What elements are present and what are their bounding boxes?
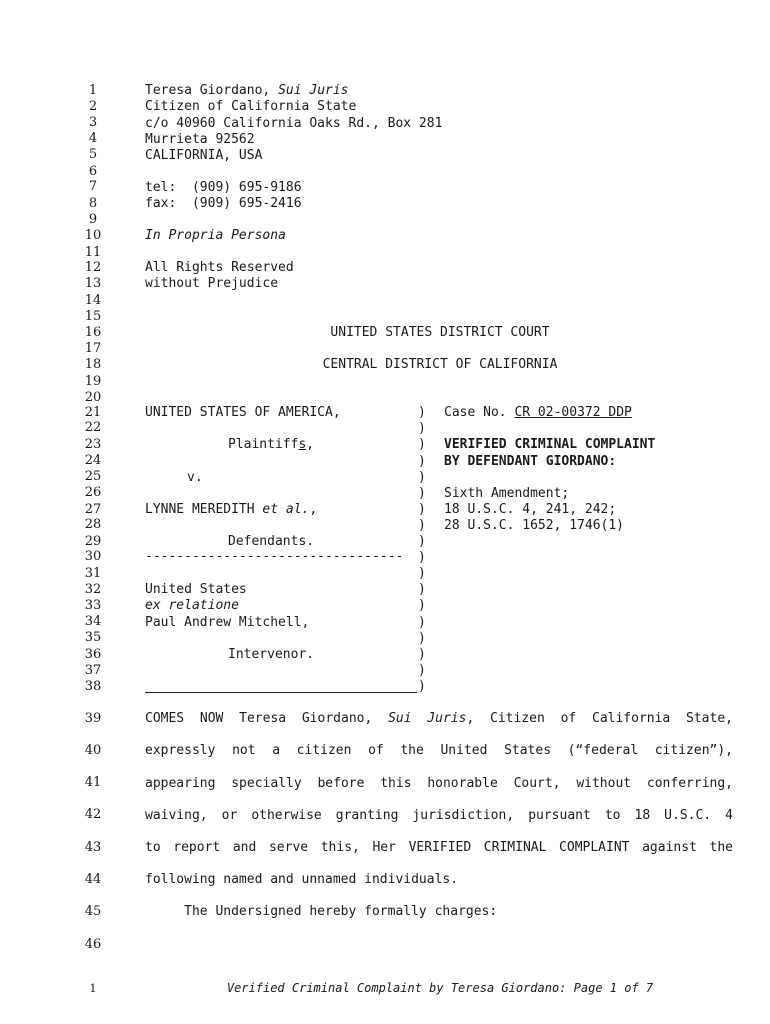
document-title-1: VERIFIED CRIMINAL COMPLAINT: [444, 437, 656, 452]
paren-mark: ): [418, 502, 426, 517]
paren-mark: ): [418, 486, 426, 501]
line-number: 1: [88, 83, 98, 98]
party-name-line: Teresa Giordano, Sui Juris: [145, 83, 349, 98]
address-line-3: CALIFORNIA, USA: [145, 148, 263, 163]
line-number: 20: [84, 390, 102, 405]
footer-line-number: 1: [89, 982, 97, 995]
line-number: 41: [84, 775, 102, 790]
court-district: CENTRAL DISTRICT OF CALIFORNIA: [322, 357, 558, 372]
line-number: 8: [88, 196, 98, 211]
line-number: 45: [84, 904, 102, 919]
line-number: 46: [84, 937, 102, 952]
authority-line-3: 28 U.S.C. 1652, 1746(1): [444, 518, 625, 533]
line-number: 11: [84, 245, 102, 260]
line-number: 22: [84, 420, 102, 435]
line-number: 18: [84, 357, 102, 372]
line-number: 30: [84, 549, 102, 564]
caption-bottom-rule: [145, 692, 417, 693]
line-number: 35: [84, 630, 102, 645]
line-number: 29: [84, 534, 102, 549]
authority-line-1: Sixth Amendment;: [444, 486, 570, 501]
paren-mark: ): [418, 582, 426, 597]
line-number: 44: [84, 872, 102, 887]
intervenor-line-1: United States: [145, 582, 247, 597]
paren-mark: ): [418, 550, 426, 565]
line-number: 4: [88, 131, 98, 146]
paren-mark: ): [418, 663, 426, 678]
rights-reserved-line: All Rights Reserved: [145, 260, 294, 275]
paren-mark: ): [418, 437, 426, 452]
line-number: 10: [84, 228, 102, 243]
line-number: 16: [84, 325, 102, 340]
paren-mark: ): [418, 598, 426, 613]
intervenor-line-2: ex relatione: [145, 598, 239, 613]
paren-mark: ): [418, 470, 426, 485]
paren-mark: ): [418, 534, 426, 549]
fax-line: fax: (909) 695-2416: [145, 196, 302, 211]
line-number: 24: [84, 453, 102, 468]
line-number: 40: [84, 743, 102, 758]
line-number: 31: [84, 566, 102, 581]
body-line-43: to report and serve this, Her VERIFIED CRIMINAL COMPLAINT against the: [145, 840, 733, 855]
line-number: 36: [84, 647, 102, 662]
address-line-2: Murrieta 92562: [145, 132, 255, 147]
line-number: 23: [84, 437, 102, 452]
line-number: 19: [84, 374, 102, 389]
line-number: 26: [84, 485, 102, 500]
citizenship-line: Citizen of California State: [145, 99, 357, 114]
authority-line-2: 18 U.S.C. 4, 241, 242;: [444, 502, 617, 517]
paren-mark: ): [418, 631, 426, 646]
line-number: 43: [84, 840, 102, 855]
paren-mark: ): [418, 679, 426, 694]
line-number: 14: [84, 293, 102, 308]
line-number: 12: [84, 260, 102, 275]
line-number: 17: [84, 341, 102, 356]
paren-mark: ): [418, 647, 426, 662]
line-number: 15: [84, 309, 102, 324]
paren-mark: ): [418, 518, 426, 533]
address-line-1: c/o 40960 California Oaks Rd., Box 281: [145, 116, 443, 131]
telephone-line: tel: (909) 695-9186: [145, 180, 302, 195]
paren-mark: ): [418, 566, 426, 581]
line-number: 5: [88, 147, 98, 162]
line-number: 33: [84, 598, 102, 613]
plaintiff-name: UNITED STATES OF AMERICA,: [145, 405, 341, 420]
paren-mark: ): [418, 421, 426, 436]
line-number: 21: [84, 405, 102, 420]
body-line-44: following named and unnamed individuals.: [145, 872, 459, 887]
line-number: 7: [88, 179, 98, 194]
line-number: 32: [84, 582, 102, 597]
line-number: 6: [88, 164, 98, 179]
intervenor-label: Intervenor.: [228, 647, 315, 662]
body-line-41: appearing specially before this honorable Court, without conferring,: [145, 776, 733, 791]
document-title-2: BY DEFENDANT GIORDANO:: [444, 454, 617, 469]
line-number: 38: [84, 679, 102, 694]
in-propria-persona: In Propria Persona: [145, 228, 286, 243]
defendants-label: Defendants.: [228, 534, 315, 549]
body-line-42: waiving, or otherwise granting jurisdiction, pursuant to 18 U.S.C. 4: [145, 808, 733, 823]
case-number: Case No. CR 02-00372 DDP: [444, 405, 632, 420]
body-line-40: expressly not a citizen of the United States (“federal citizen”),: [145, 743, 733, 758]
without-prejudice-line: without Prejudice: [145, 276, 279, 291]
body-line-45: The Undersigned hereby formally charges:: [145, 904, 498, 919]
line-number: 13: [84, 276, 102, 291]
body-line-39: COMES NOW Teresa Giordano, Sui Juris, Citizen of California State,: [145, 711, 733, 726]
versus: v.: [187, 470, 203, 485]
line-number: 27: [84, 502, 102, 517]
plaintiffs-label: Plaintiffs,: [228, 437, 315, 452]
page-footer: Verified Criminal Complaint by Teresa Giordano: Page 1 of 7: [226, 981, 654, 995]
paren-mark: ): [418, 454, 426, 469]
line-number: 39: [84, 711, 102, 726]
line-number: 9: [88, 212, 98, 227]
line-number: 28: [84, 517, 102, 532]
line-number: 42: [84, 807, 102, 822]
court-name: UNITED STATES DISTRICT COURT: [330, 325, 550, 340]
line-number: 25: [84, 469, 102, 484]
line-number: 3: [88, 115, 98, 130]
line-number: 37: [84, 663, 102, 678]
caption-divider: ---------------------------------: [145, 550, 404, 564]
line-number: 34: [84, 614, 102, 629]
defendant-name: LYNNE MEREDITH et al.,: [145, 502, 318, 517]
line-number: 2: [88, 99, 98, 114]
intervenor-line-3: Paul Andrew Mitchell,: [145, 615, 310, 630]
paren-mark: ): [418, 405, 426, 420]
paren-mark: ): [418, 615, 426, 630]
